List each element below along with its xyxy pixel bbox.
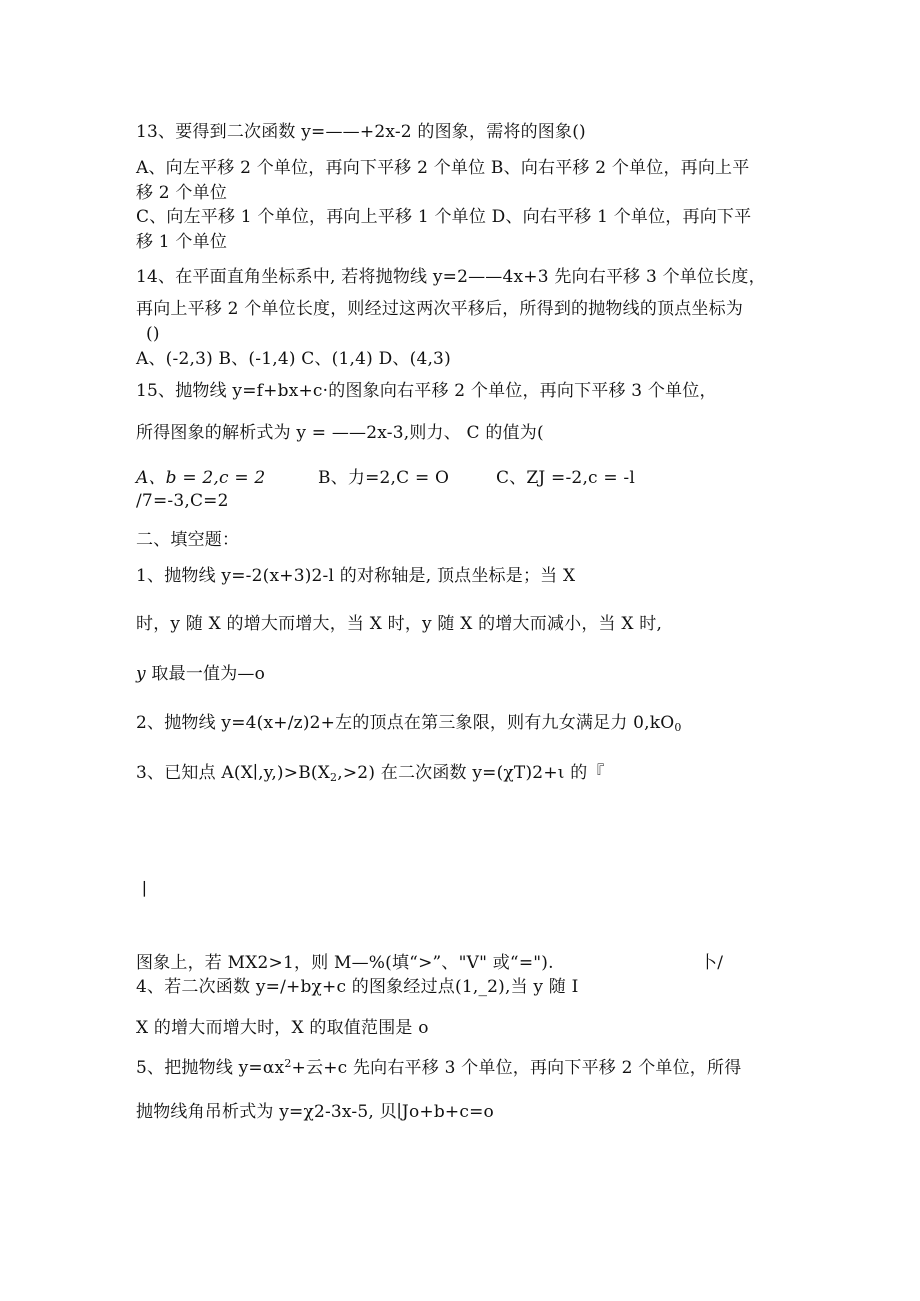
fill3-continued: 图象上，若 MX2>1，则 M—%(填“>”、"V" 或“="). <box>136 953 554 973</box>
q14-stem-line3: () <box>146 324 160 344</box>
q13-option-a-b-continued: 移 2 个单位 <box>136 183 228 203</box>
fill1-line2: 时，y 随 X 的增大而增大，当 X 时，y 随 X 的增大而减小，当 X 时, <box>136 614 663 634</box>
q15-option-d: ∕7=-3,C=2 <box>136 491 229 511</box>
fill5-text-b: +云+c 先向右平移 3 个单位，再向下平移 2 个单位，所得 <box>291 1058 742 1078</box>
q15-stem-line1: 15、抛物线 y=f+bx+c·的图象向右平移 2 个单位，再向下平移 3 个单位， <box>136 381 717 401</box>
section-title: 二、填空题： <box>136 530 240 550</box>
fill4-line1: 4、若二次函数 y=∕+bχ+c 的图象经过点(1,_2),当 y 随 I <box>136 977 579 997</box>
q13-option-c-d: C、向左平移 1 个单位，再向上平移 1 个单位 D、向右平移 1 个单位，再向下平 <box>136 207 752 227</box>
q14-stem-line1: 14、在平面直角坐标系中, 若将抛物线 y=2——4x+3 先向右平移 3 个单位长度， <box>136 267 766 287</box>
fill3-text-b: ,>2) 在二次函数 y=(χT)2+ι 的『 <box>337 763 605 783</box>
q14-options: A、(-2,3) B、(-1,4) C、(1,4) D、(4,3) <box>136 349 451 369</box>
q13-option-c-d-continued: 移 1 个单位 <box>136 232 228 252</box>
q15-stem-line2: 所得图象的解析式为 y = ——2x-3,则力、 C 的值为( <box>136 423 544 443</box>
q13-option-a-b: A、向左平移 2 个单位，再向下平移 2 个单位 B、向右平移 2 个单位，再向上平 <box>136 158 750 178</box>
fill5-superscript: 2 <box>284 1057 292 1070</box>
fill3-line <box>136 762 605 789</box>
q13-stem: 13、要得到二次函数 y=——+2x-2 的图象，需将的图象() <box>136 122 586 142</box>
fill3-text-a: 3、已知点 A(X∣,y,)>B(X <box>136 763 331 783</box>
q14-stem-line2: 再向上平移 2 个单位长度，则经过这两次平移后，所得到的抛物线的顶点坐标为 <box>136 299 744 319</box>
fill5-line1 <box>136 1053 741 1079</box>
fill1-line3-text: 取最一值为—o <box>145 664 266 684</box>
fill1-line1: 1、抛物线 y=-2(x+3)2-l 的对称轴是, 顶点坐标是；当 X <box>136 566 576 586</box>
stray-bar-mark: ∣ <box>142 880 148 900</box>
q15-option-a: A、b = 2,c = 2 <box>136 468 266 488</box>
stray-corner-mark: 卜/ <box>700 953 724 973</box>
fill5-line2: 抛物线角吊析式为 y=χ2-3x-5, 贝∣Jo+b+c=o <box>136 1102 494 1122</box>
fill3-subscript: 2 <box>330 771 338 784</box>
q15-option-b: B、力=2,C = O <box>318 468 450 488</box>
fill1-y-variable: y <box>136 664 146 684</box>
q15-option-c: C、ZJ =-2,c = -l <box>496 468 635 488</box>
fill4-line2: X 的增大而增大时，X 的取值范围是 o <box>136 1018 429 1038</box>
fill2-subscript: 0 <box>674 721 682 734</box>
fill5-text-a: 5、把抛物线 y=αx <box>136 1058 285 1078</box>
fill2-line <box>136 712 682 739</box>
fill1-line3 <box>136 663 265 685</box>
fill2-text: 2、抛物线 y=4(x+∕z)2+左的顶点在第三象限，则有九女满足力 0,kO <box>136 713 675 733</box>
